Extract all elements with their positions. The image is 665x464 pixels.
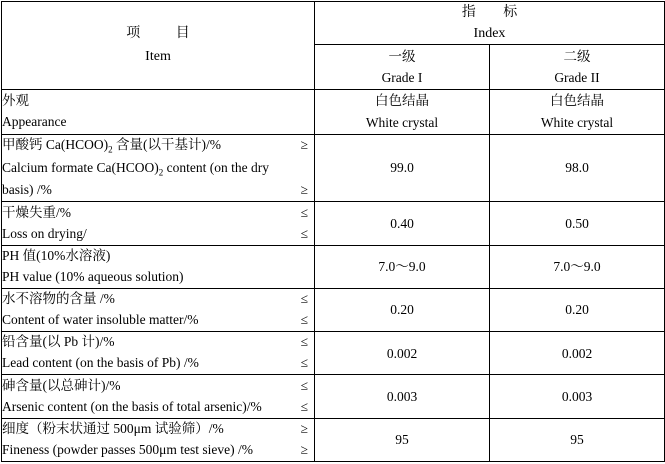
row-item-text: Calcium formate $Ca(HCOO)_2$ content (on the dry [2, 159, 269, 178]
row-item-text: 外观 [2, 92, 29, 108]
table-row [2, 418, 665, 461]
specification-table [1, 1, 665, 462]
row-value-grade2 [490, 134, 665, 202]
cell-value-line: 0.002 [386, 345, 418, 361]
table-row [2, 332, 665, 375]
row-item-line [2, 246, 314, 267]
row-item-line [2, 91, 314, 112]
row-item-operator: ≥ [300, 441, 308, 457]
header-row-index [2, 2, 665, 45]
row-item-text: PH 值(10%水溶液) [2, 247, 111, 263]
cell-value-line: 0.003 [561, 388, 593, 404]
row-value-grade2 [490, 332, 665, 375]
cell-value-line: 白色结晶 [550, 93, 604, 109]
row-item-line [2, 112, 314, 133]
row-item-line [2, 419, 314, 440]
cell-value-line: 7.0～9.0 [553, 259, 601, 275]
cell-value-line: 0.002 [561, 345, 593, 361]
row-item-cell [2, 332, 315, 375]
header-index-cn: 指 标 [461, 5, 530, 21]
row-item-line [2, 440, 314, 461]
header-index-en: Index [473, 26, 506, 42]
cell-value-line: 98.0 [565, 160, 589, 176]
row-item-line [2, 353, 314, 374]
header-grade1-cn: 一级 [388, 48, 416, 64]
row-item-operator: ≤ [300, 334, 308, 350]
row-item-text: Appearance [2, 113, 67, 129]
row-item-operator: ≥ [300, 182, 308, 198]
row-value-grade2 [490, 90, 665, 135]
row-item-cell [2, 418, 315, 461]
table-row [2, 202, 665, 245]
row-item-operator: ≤ [300, 204, 308, 220]
specification-sheet [0, 1, 665, 464]
row-item-text: Lead content (on the basis of Pb) /% [2, 355, 199, 371]
row-item-text: basis) /% [2, 182, 52, 198]
row-item-text: Content of water insoluble matter/% [2, 312, 199, 328]
header-grade2-cn: 二级 [563, 48, 591, 64]
row-item-line [2, 158, 314, 181]
header-cell-grade1 [315, 45, 490, 90]
row-item-cell [2, 202, 315, 245]
row-item-operator: ≤ [300, 225, 308, 241]
row-item-line [2, 332, 314, 353]
row-item-line [2, 135, 314, 158]
cell-value-line: 0.003 [386, 388, 418, 404]
row-item-line [2, 203, 314, 224]
row-value-grade2 [490, 245, 665, 288]
row-item-line [2, 289, 314, 310]
row-item-line [2, 310, 314, 331]
cell-value-line: White crystal [540, 114, 614, 130]
cell-value-line: 99.0 [390, 160, 414, 176]
row-item-line [2, 267, 314, 288]
row-item-text: Arsenic content (on the basis of total arsenic)/% [2, 398, 262, 414]
row-item-text: Loss on drying/ [2, 225, 87, 241]
row-value-grade1 [315, 90, 490, 135]
row-value-grade2 [490, 375, 665, 418]
header-cell-item [2, 2, 315, 90]
row-value-grade2 [490, 418, 665, 461]
row-item-operator: ≤ [300, 312, 308, 328]
row-item-operator: ≤ [300, 355, 308, 371]
cell-value-line: 0.40 [390, 215, 414, 231]
row-item-line [2, 397, 314, 418]
row-item-cell [2, 134, 315, 202]
row-item-operator: ≤ [300, 377, 308, 393]
cell-value-line: 7.0～9.0 [378, 259, 426, 275]
table-row [2, 90, 665, 135]
row-item-operator: ≥ [300, 136, 308, 152]
header-cell-grade2 [490, 45, 665, 90]
row-value-grade1 [315, 375, 490, 418]
row-item-text: 铅含量(以 Pb 计)/% [2, 334, 115, 350]
table-row [2, 134, 665, 202]
header-cell-index [315, 2, 665, 45]
row-item-cell [2, 288, 315, 331]
header-grade2-en: Grade II [554, 70, 600, 86]
row-item-text: Fineness (powder passes 500μm test sieve) /% [2, 441, 253, 457]
row-value-grade1 [315, 202, 490, 245]
header-item-cn: 项 目 [126, 26, 206, 42]
row-item-cell [2, 90, 315, 135]
cell-value-line: 95 [395, 432, 409, 448]
row-item-operator: ≤ [300, 398, 308, 414]
row-value-grade1 [315, 134, 490, 202]
row-value-grade1 [315, 418, 490, 461]
row-item-line [2, 180, 314, 201]
header-item-en: Item [145, 48, 171, 64]
row-item-text: 甲酸钙 $Ca(HCOO)_2$ 含量(以干基计)/% [2, 136, 221, 155]
cell-value-line: White crystal [365, 114, 439, 130]
row-value-grade1 [315, 245, 490, 288]
row-value-grade2 [490, 202, 665, 245]
row-item-operator: ≥ [300, 420, 308, 436]
row-item-text: 水不溶物的含量 /% [2, 291, 115, 307]
cell-value-line: 0.20 [390, 302, 414, 318]
row-item-text: PH value (10% aqueous solution) [2, 268, 184, 284]
cell-value-line: 0.50 [565, 215, 589, 231]
cell-value-line: 95 [570, 432, 584, 448]
row-item-operator: ≤ [300, 291, 308, 307]
row-item-line [2, 224, 314, 245]
row-item-text: 干燥失重/% [2, 204, 71, 220]
row-value-grade1 [315, 332, 490, 375]
row-value-grade1 [315, 288, 490, 331]
table-row [2, 375, 665, 418]
table-row [2, 245, 665, 288]
row-item-text: 砷含量(以总砷计)/% [2, 377, 121, 393]
row-item-cell [2, 245, 315, 288]
row-item-line [2, 376, 314, 397]
row-item-text: 细度（粉末状通过 500μm 试验筛）/% [2, 420, 224, 436]
row-value-grade2 [490, 288, 665, 331]
table-row [2, 288, 665, 331]
header-grade1-en: Grade I [381, 70, 423, 86]
row-item-cell [2, 375, 315, 418]
table-body [2, 2, 665, 462]
cell-value-line: 白色结晶 [375, 93, 429, 109]
cell-value-line: 0.20 [565, 302, 589, 318]
